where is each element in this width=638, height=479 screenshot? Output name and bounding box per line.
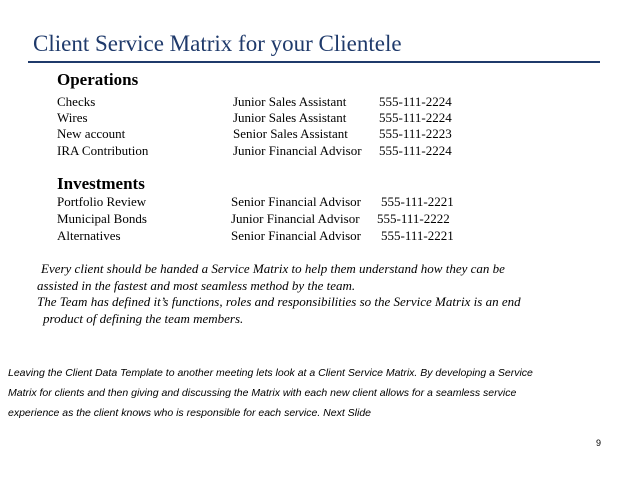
role-name: Junior Financial Advisor (233, 143, 362, 158)
role-name: Junior Sales Assistant (233, 110, 347, 125)
phone-number: 555-111-2224 (379, 143, 452, 158)
role-name: Junior Financial Advisor (231, 211, 360, 226)
service-name: IRA Contribution (57, 143, 149, 158)
role-name: Senior Financial Advisor (231, 194, 361, 209)
speaker-note-line: Leaving the Client Data Template to another meeting lets look at a Client Service Matrix. By developing a Service (8, 367, 533, 379)
service-name: Municipal Bonds (57, 211, 147, 226)
service-name: New account (57, 126, 126, 141)
service-name: Alternatives (57, 228, 121, 243)
phone-number: 555-111-2223 (379, 126, 452, 141)
title-rule (28, 61, 600, 63)
phone-number: 555-111-2224 (379, 110, 452, 125)
service-name: Portfolio Review (57, 194, 147, 209)
note-line: assisted in the fastest and most seamless method by the team. (37, 278, 356, 293)
note-line: product of defining the team members. (43, 311, 244, 326)
page-number: 9 (596, 438, 602, 448)
note-line: The Team has defined it’s functions, roles and responsibilities so the Service Matrix is an end (37, 294, 521, 309)
phone-number: 555-111-2221 (381, 194, 454, 209)
investments-heading: Investments (57, 174, 145, 193)
service-name: Checks (57, 94, 96, 109)
speaker-note-line: experience as the client knows who is responsible for each service. Next Slide (8, 407, 372, 419)
speaker-note-line: Matrix for clients and then giving and discussing the Matrix with each new client allows for a seamless service (8, 387, 517, 399)
note-line: Every client should be handed a Service Matrix to help them understand how they can be (41, 261, 505, 276)
slide-title: Client Service Matrix for your Clientele (33, 31, 402, 56)
service-name: Wires (57, 110, 88, 125)
phone-number: 555-111-2224 (379, 94, 452, 109)
role-name: Senior Financial Advisor (231, 228, 361, 243)
phone-number: 555-111-2222 (377, 211, 450, 226)
role-name: Senior Sales Assistant (233, 126, 348, 141)
phone-number: 555-111-2221 (381, 228, 454, 243)
role-name: Junior Sales Assistant (233, 94, 347, 109)
operations-heading: Operations (57, 70, 139, 89)
